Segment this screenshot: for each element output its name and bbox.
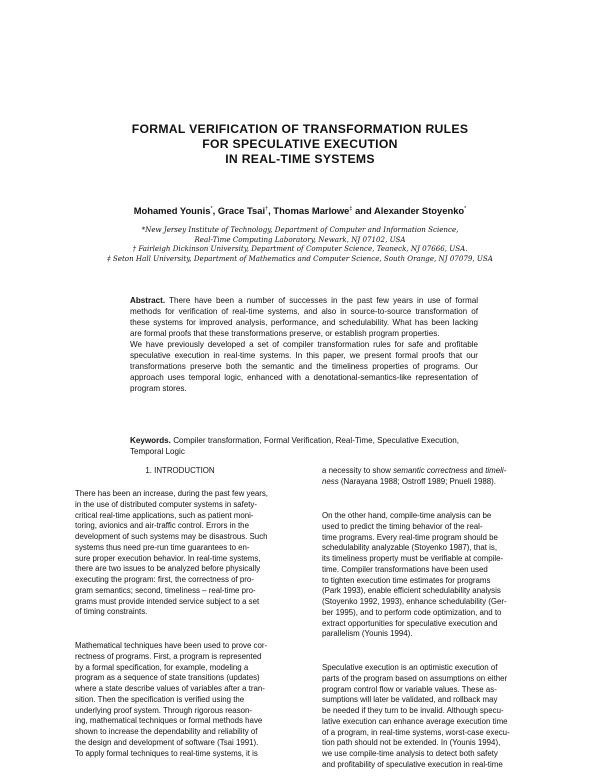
text-line: (Stoyenko 1992, 1993), enhance schedulability (Ger-	[322, 597, 507, 606]
text-line: tion path should not be extended. In (Younis 1994),	[322, 738, 501, 748]
text-line: On the other hand, compile-time analysis can be	[322, 511, 492, 520]
text-line: and profitability of speculative execution in real-time	[322, 759, 503, 769]
right-column-paragraph-3	[322, 663, 532, 771]
author-name: Thomas Marlowe	[273, 205, 350, 216]
affiliation-line: *New Jersey Institute of Technology, Department of Computer and Information Science,	[141, 225, 459, 234]
affiliation-line: ‡ Seton Hall University, Department of Mathematics and Computer Science, South Orange, NJ 07079, USA	[107, 253, 493, 263]
text-line: underlying proof system. Through rigorous reason-	[75, 705, 253, 715]
text-run: (Narayana 1988; Ostroff 1989; Pnueli 1988).	[338, 476, 496, 486]
text-line: ing, mathematical techniques or formal methods have	[75, 716, 263, 726]
text-line: lative execution can enhance average execution time	[322, 716, 508, 726]
text-line: there are two issues to be analyzed before physically	[75, 564, 261, 574]
abstract-label: Abstract.	[130, 296, 166, 305]
text-line: sition. Then the specification is verified using the	[75, 694, 245, 704]
author-mark: †	[265, 205, 269, 212]
text-line: critical real-time applications, such as patient moni-	[75, 510, 254, 520]
text-line: the design and development of software (Tsai 1991).	[75, 737, 259, 747]
title-line: FORMAL VERIFICATION OF TRANSFORMATION RULES	[131, 122, 469, 136]
affiliations	[0, 225, 600, 263]
text-line: development of such systems may be disastrous. Such	[75, 532, 268, 541]
keywords-label: Keywords.	[130, 436, 171, 445]
text-line: by a formal specification, for example, modeling a	[75, 662, 249, 672]
text-line: parts of the program based on assumptions on either	[322, 673, 508, 683]
text-line: we use compile-time analysis to detect both safety	[322, 749, 498, 758]
text-line: program as a sequence of state transitions (updates)	[75, 673, 260, 683]
text-line: There has been an increase, during the past few years,	[75, 489, 268, 498]
text-line	[322, 466, 532, 477]
text-line: extract opportunities for speculative execution and	[322, 618, 498, 628]
text-line: of timing constraints.	[75, 607, 148, 617]
text-line: schedulability analyzable (Stoyenko 1987), that is,	[322, 543, 498, 553]
text-line: To apply formal techniques to real-time systems, it is	[75, 748, 258, 758]
abstract-paragraph: There have been a number of successes in the past few years in use of formal methods for verification of real-time systems, and also in source-to-source transformation of these systems for improved analysis, performance, and schedulability. What has been lacking are formal proofs that these transformations preserve, or establish program properties.	[130, 296, 478, 339]
text-line: rectness of programs. First, a program is represented	[75, 651, 262, 661]
text-line: in the use of distributed computer systems in safety-	[75, 499, 258, 509]
author-mark: *	[210, 205, 213, 212]
text-line	[322, 477, 532, 488]
author-mark: *	[464, 205, 467, 212]
author-separator: ,	[268, 205, 274, 216]
right-column-paragraph-1	[322, 466, 532, 488]
text-line: gram semantics; second, timeliness – real-time pro-	[75, 585, 256, 595]
text-line: time programs. Every real-time program should be	[322, 532, 498, 542]
left-column-paragraph-2	[75, 641, 285, 759]
text-run: a necessity to show	[322, 466, 394, 475]
author-name: Grace Tsai	[217, 205, 266, 216]
text-line: grams must provide intended service subject to a set	[75, 596, 260, 606]
text-line: sure proper execution behavior. In real-time systems,	[75, 553, 261, 563]
text-line: time. Compiler transformations have been used	[322, 564, 488, 574]
affiliation-line: Real-Time Computing Laboratory, Newark, NJ 07102, USA	[194, 234, 406, 244]
author-mark: ‡	[349, 205, 353, 212]
text-line: ber 1995), and to perform code optimization, and to	[322, 607, 502, 617]
author-list	[0, 205, 600, 216]
keywords-text: Compiler transformation, Formal Verification, Real-Time, Speculative Execution, Temporal Logic	[130, 436, 459, 457]
paper-title	[0, 122, 600, 167]
text-line: be needed if they turn to be invalid. Although specu-	[322, 706, 504, 715]
text-line: program control flow or variable values. These as-	[322, 684, 497, 694]
author-separator: ,	[212, 205, 218, 216]
text-line: used to predict the timing behavior of the real-	[322, 521, 483, 531]
keywords	[130, 435, 478, 458]
text-line: executing the program: first, the correctness of pro-	[75, 575, 254, 584]
abstract	[130, 295, 478, 394]
author-name: Alexander Stoyenko	[374, 205, 465, 216]
author-name: Mohamed Younis	[133, 205, 211, 216]
author-separator: and	[352, 205, 374, 216]
emphasis-text: semantic correctness	[393, 466, 468, 475]
affiliation-line: † Fairleigh Dickinson University, Department of Computer Science, Teaneck, NJ 07666, USA.	[132, 244, 468, 254]
emphasis-text: timeli-	[485, 466, 507, 475]
text-line: shown to increase the dependability and reliability of	[75, 727, 258, 736]
text-line: of a program, in real-time systems, worst-case execu-	[322, 727, 510, 737]
left-column-paragraph-1	[75, 489, 285, 618]
section-heading: 1. INTRODUCTION	[145, 466, 215, 475]
text-line: systems thus need pre-run time guarantees to en-	[75, 542, 250, 552]
text-line: its timeliness property must be verifiable at compile-	[322, 554, 504, 563]
text-line: (Park 1993), enable efficient schedulability analysis	[322, 586, 501, 596]
text-line: to tighten execution time estimates for programs	[322, 575, 491, 585]
title-line: FOR SPECULATIVE EXECUTION	[202, 137, 398, 151]
text-line: Mathematical techniques have been used to prove cor-	[75, 641, 268, 650]
text-line: toring, avionics and air-traffic control. Errors in the	[75, 521, 249, 531]
emphasis-text: ness	[322, 476, 339, 486]
text-line: where a state describe values of variables after a tran-	[75, 684, 265, 693]
text-run: and	[467, 466, 486, 475]
abstract-paragraph: We have previously developed a set of compiler transformation rules for safe and profitable speculative execution in real-time systems. In this paper, we present formal proofs that our transformations preserve both the semantic and the timeliness properties of programs. Our approach uses temporal logic, enhanced with a denotational-semantics-like representation of program stores.	[130, 340, 478, 394]
text-line: sumptions will later be validated, and rollback may	[322, 695, 498, 705]
right-column-paragraph-2	[322, 511, 532, 640]
title-line: IN REAL-TIME SYSTEMS	[225, 152, 375, 166]
text-line: Speculative execution is an optimistic execution of	[322, 663, 498, 672]
text-line: parallelism (Younis 1994).	[322, 629, 413, 639]
